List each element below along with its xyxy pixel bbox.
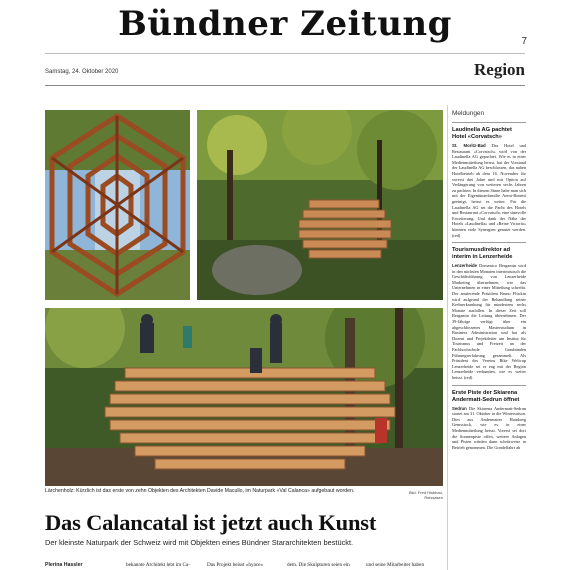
news-item-title: Laudinella AG pachtet Hotel «Corvatsch» — [452, 127, 512, 140]
article-text-column-1: bekannte Architekt lebt im Ca- — [126, 562, 190, 568]
masthead-divider — [45, 53, 525, 54]
news-item-place: St. Moritz-Bad — [452, 143, 486, 148]
newspaper-masthead: Bündner Zeitung — [118, 4, 452, 44]
article-text-column-2: Das Projekt heisst «hyace» — [207, 562, 264, 568]
sidebar-rule — [452, 385, 526, 386]
article-author: Plerina Hassler — [45, 562, 83, 568]
issue-date: Samstag, 24. Oktober 2020 — [45, 69, 119, 75]
news-item-text — [452, 406, 526, 451]
article-text-column-4: und seine Mitarbeiter haben — [366, 562, 425, 568]
photo-wooden-pavilion — [45, 308, 443, 486]
news-item-title: Tourismusdirektor ad interim in Lenzerheide — [452, 247, 513, 261]
photo-wooden-lattice — [45, 110, 190, 300]
page-number: 7 — [521, 36, 527, 47]
news-item-place: Sedrun — [452, 405, 467, 411]
section-title: Region — [474, 60, 525, 79]
news-item — [452, 390, 526, 451]
news-item-body: Domenico Bergamin wird in den nächsten Monaten interimistisch die Geschäftsführung von Lenzerheide Marketing übernehmen, wie das Unternehmen in einer Mitteilung schreibt. Der amtierende Präsident Bruno Flückin wird aufgrund der Behandlung seiner Krebserkrankung für mindestens sechs Monate ausfallen. In dieser Zeit soll Bergamin die Leitung übernehmen. Der 39-Jährige verfügt über ein abgeschlossenes Masterstudium in Business Administration und hat als Dozent und Projektleiter am Institut für Tourismus und Freizeit an der Fachhochschule Graubünden Führungserfahrung gesammelt. Als Präsident des Vereins Bike Weltcup Lenzerheide sei er eng mit der Region Lenzerheide verbunden, wie es weiter heisst. (red) — [452, 263, 526, 380]
section-divider — [45, 85, 525, 86]
article-subheadline: Der kleinste Naturpark der Schweiz wird mit Objekten eines Bündner Stararchitekten bestückt. — [45, 538, 354, 547]
news-item-title: Erste Piste der Skiarena Andermatt-Sedrun öffnet — [452, 389, 520, 403]
sidebar-label: Meldungen — [452, 110, 485, 117]
news-item — [452, 127, 526, 238]
article-text-column-3: dem. Die Skulpturen seien ein — [287, 562, 350, 568]
news-sidebar — [452, 108, 526, 450]
news-item-text — [452, 263, 526, 380]
article-headline: Das Calancatal ist jetzt auch Kunst — [45, 510, 377, 535]
photo-caption: Lärchenholz: Kürzlich ist das erste von zehn Objekten des Architekten Davide Macullo, im Naturpark «Val Calanca» aufgebaut worden. — [45, 488, 355, 494]
news-item-body: Das Hotel und Restaurant «Corvatsch» wird von der Laudinella AG gepachtet. Wie es in einer Medienmitteilung heisst, hat der Vorstand der Laudinella AG beschlossen, das nahen Hotelbetrieb ab dem 16. November für vorerst drei Jahre und mit Option auf Verlängerung von weiteren sechs Jahren zu pachten. In diesem Sinne habe man sich mit der Eigentümerfamilie Aerni-Bonetti geeinigt, heisst es weiter. Für die Laudinella AG sei die Pacht des Hotels und Restaurant «Corvatsch» eine sinnvolle Erweiterung. Und dank der Nähe der Hotels «Laudinella» und «Reine Victoria» könnten viele Synergien genutzt werden. (red) — [452, 143, 526, 238]
photo-forest-structure — [197, 110, 443, 300]
photo-credit: Bild: Fred Hisbbau, Reissasen — [408, 490, 443, 500]
news-item — [452, 247, 526, 380]
news-item-body: Die Skiarena Andermatt-Sedrun startet am 31. Oktober in die Wintersaison. Dies aus Andermatter Hausberg Gemsstock, wie es in einer Medienmitteilung heisst. Vorerst sei dort die Sonnenpiste offen, weitere Anlagen und Pisten würden dann schrittweise in Betrieb genommen. Die Gondelfahrt ab — [452, 405, 526, 450]
news-item-text — [452, 143, 526, 238]
sidebar-rule — [452, 122, 526, 123]
sidebar-rule — [452, 242, 526, 243]
news-item-place: Lenzerheide — [452, 263, 478, 269]
sidebar-divider — [447, 105, 448, 570]
